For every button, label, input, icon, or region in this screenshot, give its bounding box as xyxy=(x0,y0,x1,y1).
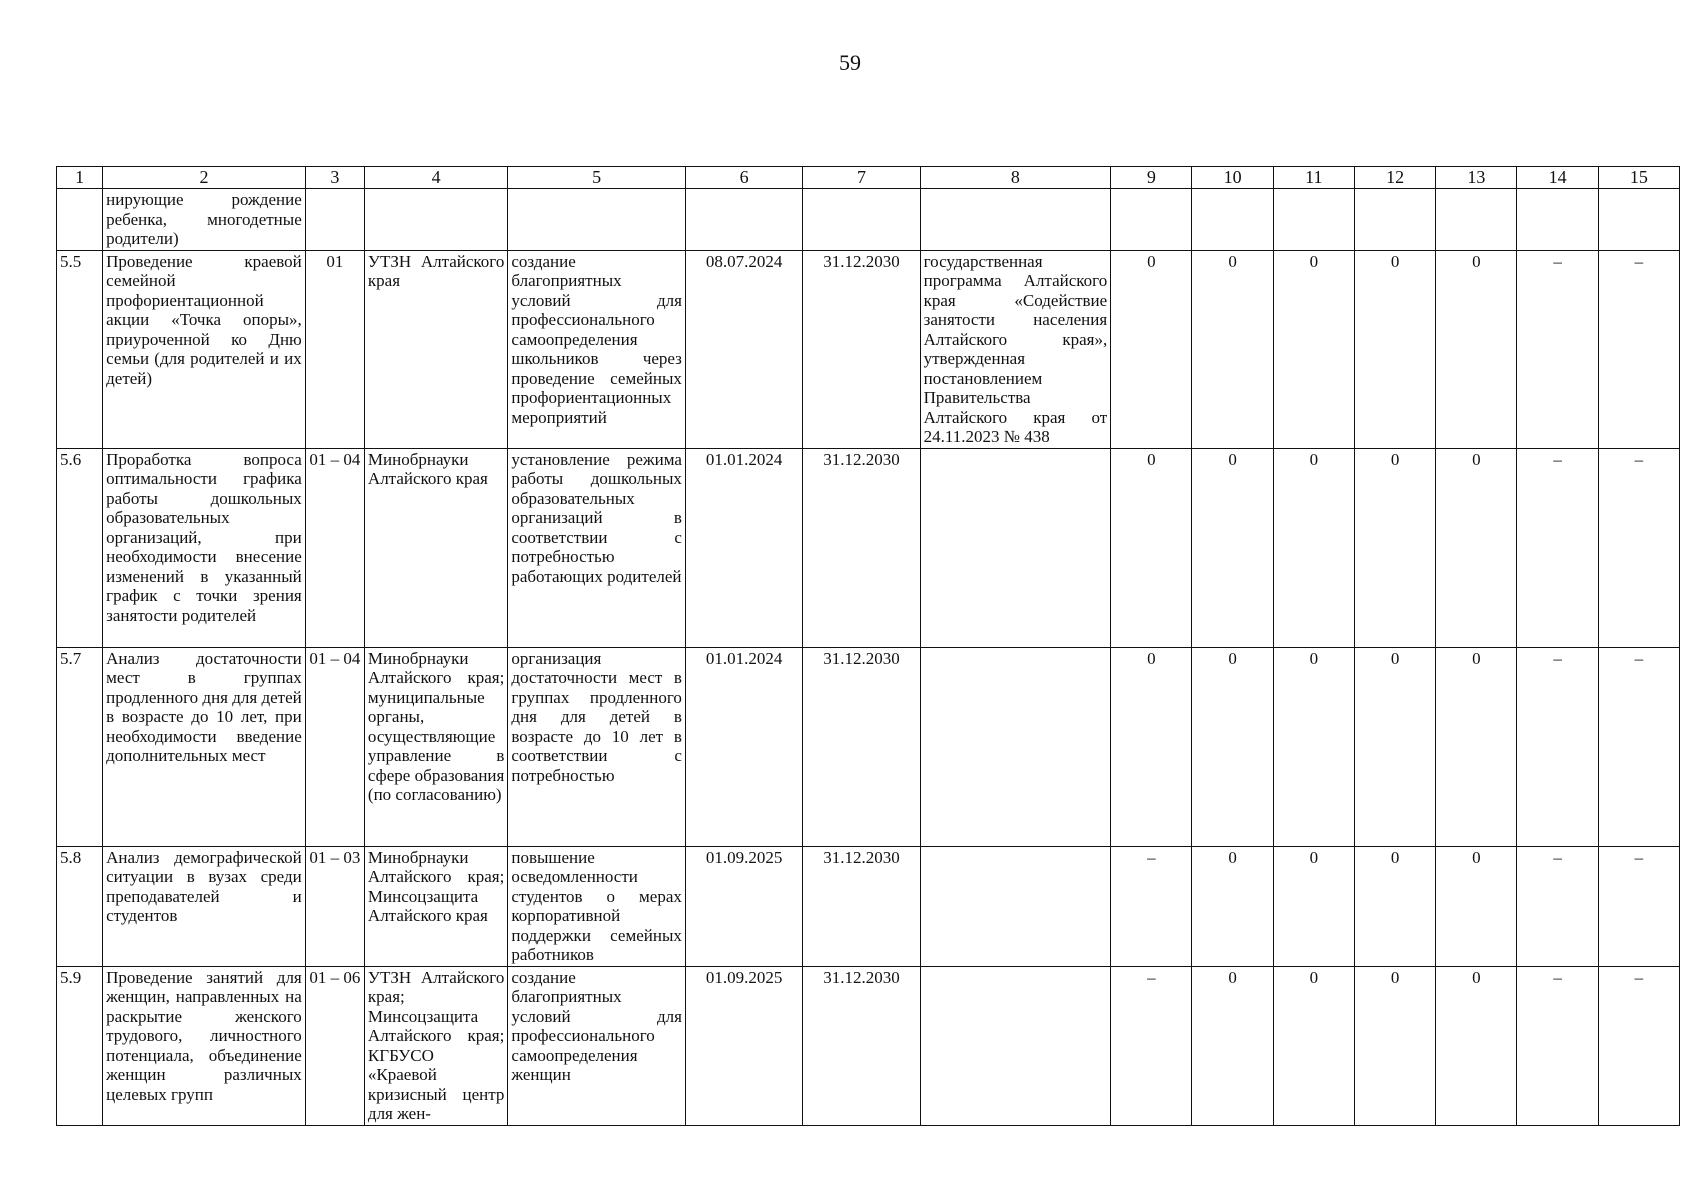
value-cell: – xyxy=(1598,448,1679,647)
table-row xyxy=(57,846,1680,966)
start-date-cell: 01.09.2025 xyxy=(685,966,802,1125)
start-date-cell: 01.09.2025 xyxy=(685,846,802,966)
value-cell: 0 xyxy=(1111,250,1192,448)
result-cell: создание благоприятных условий для профессионального самоопределения школьников через проведение семейных профориентационных мероприятий xyxy=(508,250,686,448)
column-header: 10 xyxy=(1192,167,1273,189)
event-cell: Проведение краевой семейной профориентационной акции «Точка опоры», приуроченной ко Дню семьи (для родителей и их детей) xyxy=(103,250,306,448)
end-date-cell: 31.12.2030 xyxy=(803,647,920,846)
code-cell: 01 xyxy=(305,250,364,448)
executor-cell: Минобрнауки Алтайского края; муниципальные органы, осуществляющие управление в сфере образования (по согласованию) xyxy=(364,647,507,846)
value-cell: 0 xyxy=(1111,647,1192,846)
value-cell: 0 xyxy=(1273,647,1354,846)
executor-cell: УТЗН Алтайского края; Минсоцзащита Алтайского края; КГБУСО «Краевой кризисный центр для жен- xyxy=(364,966,507,1125)
value-cell: 0 xyxy=(1436,966,1517,1125)
table-row xyxy=(57,189,1680,251)
row-number: 5.6 xyxy=(57,448,103,647)
value-cell xyxy=(1111,189,1192,251)
value-cell: – xyxy=(1598,846,1679,966)
value-cell: 0 xyxy=(1192,448,1273,647)
value-cell xyxy=(1436,189,1517,251)
executor-cell: Минобрнауки Алтайского края; Минсоцзащита Алтайского края xyxy=(364,846,507,966)
end-date-cell: 31.12.2030 xyxy=(803,966,920,1125)
result-cell: повышение осведомленности студентов о мерах корпоративной поддержки семейных работников xyxy=(508,846,686,966)
value-cell: 0 xyxy=(1273,846,1354,966)
executor-cell: УТЗН Алтайского края xyxy=(364,250,507,448)
end-date-cell xyxy=(803,189,920,251)
value-cell xyxy=(1598,189,1679,251)
event-cell: Проведение занятий для женщин, направленных на раскрытие женского трудового, личностного потенциала, объединение женщин различных целевых групп xyxy=(103,966,306,1125)
table-header-row xyxy=(57,167,1680,189)
value-cell xyxy=(1354,189,1435,251)
value-cell: 0 xyxy=(1354,448,1435,647)
event-cell: Проработка вопроса оптимальности графика работы дошкольных образовательных организаций, при необходимости внесение изменений в указанный график с точки зрения занятости родителей xyxy=(103,448,306,647)
row-number: 5.7 xyxy=(57,647,103,846)
start-date-cell: 01.01.2024 xyxy=(685,448,802,647)
value-cell: – xyxy=(1517,966,1598,1125)
table-row xyxy=(57,448,1680,647)
row-number xyxy=(57,189,103,251)
end-date-cell: 31.12.2030 xyxy=(803,250,920,448)
result-cell xyxy=(508,189,686,251)
value-cell: 0 xyxy=(1436,647,1517,846)
code-cell: 01 – 03 xyxy=(305,846,364,966)
event-cell: нирующие рождение ребенка, многодетные родители) xyxy=(103,189,306,251)
program-cell xyxy=(920,846,1111,966)
column-header: 13 xyxy=(1436,167,1517,189)
column-header: 11 xyxy=(1273,167,1354,189)
value-cell: 0 xyxy=(1192,846,1273,966)
end-date-cell: 31.12.2030 xyxy=(803,846,920,966)
value-cell: – xyxy=(1111,846,1192,966)
value-cell: 0 xyxy=(1436,448,1517,647)
measures-table xyxy=(56,166,1680,1126)
event-cell: Анализ демографической ситуации в вузах среди преподавателей и студентов xyxy=(103,846,306,966)
row-number: 5.8 xyxy=(57,846,103,966)
start-date-cell: 08.07.2024 xyxy=(685,250,802,448)
value-cell: – xyxy=(1111,966,1192,1125)
value-cell xyxy=(1192,189,1273,251)
value-cell: 0 xyxy=(1354,966,1435,1125)
start-date-cell xyxy=(685,189,802,251)
program-cell xyxy=(920,966,1111,1125)
value-cell: – xyxy=(1598,250,1679,448)
value-cell xyxy=(1273,189,1354,251)
program-cell xyxy=(920,647,1111,846)
value-cell: 0 xyxy=(1273,250,1354,448)
code-cell: 01 – 04 xyxy=(305,647,364,846)
result-cell: создание благоприятных условий для профессионального самоопределения женщин xyxy=(508,966,686,1125)
value-cell: – xyxy=(1517,846,1598,966)
value-cell: 0 xyxy=(1436,846,1517,966)
row-number: 5.5 xyxy=(57,250,103,448)
code-cell: 01 – 06 xyxy=(305,966,364,1125)
column-header: 5 xyxy=(508,167,686,189)
value-cell: – xyxy=(1517,250,1598,448)
code-cell xyxy=(305,189,364,251)
value-cell: 0 xyxy=(1354,846,1435,966)
value-cell: – xyxy=(1598,966,1679,1125)
column-header: 2 xyxy=(103,167,306,189)
table-row xyxy=(57,647,1680,846)
program-cell xyxy=(920,448,1111,647)
program-cell: государственная программа Алтайского края «Содействие занятости населения Алтайского края», утвержденная постановлением Правительства Алтайского края от 24.11.2023 № 438 xyxy=(920,250,1111,448)
value-cell: 0 xyxy=(1436,250,1517,448)
column-header: 15 xyxy=(1598,167,1679,189)
event-cell: Анализ достаточности мест в группах продленного дня для детей в возрасте до 10 лет, при необходимости введение дополнительных мест xyxy=(103,647,306,846)
code-cell: 01 – 04 xyxy=(305,448,364,647)
page-number: 59 xyxy=(839,50,861,75)
value-cell: 0 xyxy=(1273,966,1354,1125)
result-cell: организация достаточности мест в группах продленного дня для детей в возрасте до 10 лет в соответствии с потребностью xyxy=(508,647,686,846)
column-header: 1 xyxy=(57,167,103,189)
column-header: 8 xyxy=(920,167,1111,189)
value-cell: 0 xyxy=(1192,966,1273,1125)
end-date-cell: 31.12.2030 xyxy=(803,448,920,647)
start-date-cell: 01.01.2024 xyxy=(685,647,802,846)
value-cell xyxy=(1517,189,1598,251)
value-cell: – xyxy=(1598,647,1679,846)
column-header: 7 xyxy=(803,167,920,189)
column-header: 9 xyxy=(1111,167,1192,189)
value-cell: 0 xyxy=(1354,250,1435,448)
executor-cell: Минобрнауки Алтайского края xyxy=(364,448,507,647)
column-header: 3 xyxy=(305,167,364,189)
row-number: 5.9 xyxy=(57,966,103,1125)
table-row xyxy=(57,966,1680,1125)
column-header: 6 xyxy=(685,167,802,189)
column-header: 12 xyxy=(1354,167,1435,189)
column-header: 14 xyxy=(1517,167,1598,189)
column-header: 4 xyxy=(364,167,507,189)
value-cell: – xyxy=(1517,647,1598,846)
value-cell: – xyxy=(1517,448,1598,647)
value-cell: 0 xyxy=(1354,647,1435,846)
value-cell: 0 xyxy=(1192,647,1273,846)
program-cell xyxy=(920,189,1111,251)
table-row xyxy=(57,250,1680,448)
executor-cell xyxy=(364,189,507,251)
value-cell: 0 xyxy=(1273,448,1354,647)
value-cell: 0 xyxy=(1192,250,1273,448)
value-cell: 0 xyxy=(1111,448,1192,647)
result-cell: установление режима работы дошкольных образовательных организаций в соответствии с потребностью работающих родителей xyxy=(508,448,686,647)
